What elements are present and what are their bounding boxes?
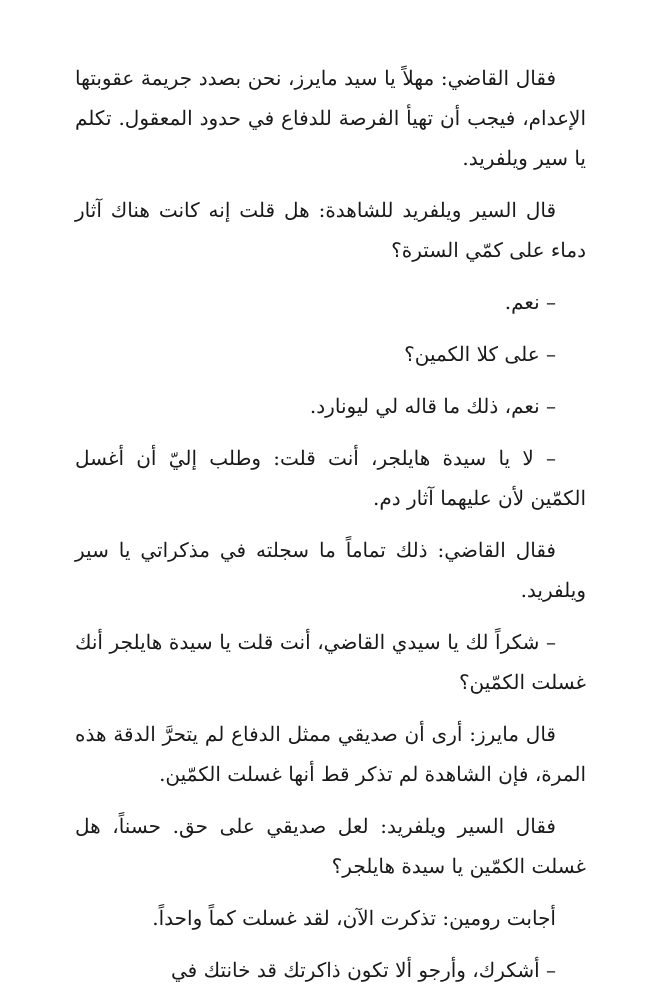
paragraph-thanks-judge: – شكراً لك يا سيدي القاضي، أنت قلت يا سيدة هايلجر أنك غسلت الكمّين؟ [75,630,586,694]
paragraph-wilfrid-concedes: فقال السير ويلفريد: لعل صديقي على حق. حسناً، هل غسلت الكمّين يا سيدة هايلجر؟ [75,814,586,878]
paragraph-you-said-wash: – لا يا سيدة هايلجر، أنت قلت: وطلب إليّ أن أغسل الكمّين لأن عليهما آثار دم. [75,446,586,510]
paragraph-wilfrid-question-sleeves: قال السير ويلفريد للشاهدة: هل قلت إنه كانت هناك آثار دماء على كمّي السترة؟ [75,198,586,262]
paragraph-leonard-said: – نعم، ذلك ما قاله لي ليونارد. [309,394,556,418]
book-page [75,58,586,990]
paragraph-romaine-answer: أجابت رومين: تذكرت الآن، لقد غسلت كماً واحداً. [152,906,556,930]
paragraph-judge-interjects: فقال القاضي: مهلاً يا سيد مايرز، نحن بصدد جريمة عقوبتها الإعدام، فيجب أن تهيأ الفرصة للدفاع في حدود المعقول. تكلم يا سير ويلفريد. [75,66,587,170]
paragraph-judge-notes: فقال القاضي: ذلك تماماً ما سجلته في مذكراتي يا سير ويلفريد. [75,538,586,602]
paragraph-answer-yes: – نعم. [504,290,556,314]
paragraph-thank-you-memory: – أشكرك، وأرجو ألا تكون ذاكرتك قد خانتك في [171,958,556,982]
paragraph-myers-objection: قال مايرز: أرى أن صديقي ممثل الدفاع لم يتحرَّ الدقة هذه المرة، فإن الشاهدة لم تذكر قط أنها غسلت الكمّين. [75,722,586,786]
paragraph-both-sleeves: – على كلا الكمين؟ [404,342,556,366]
